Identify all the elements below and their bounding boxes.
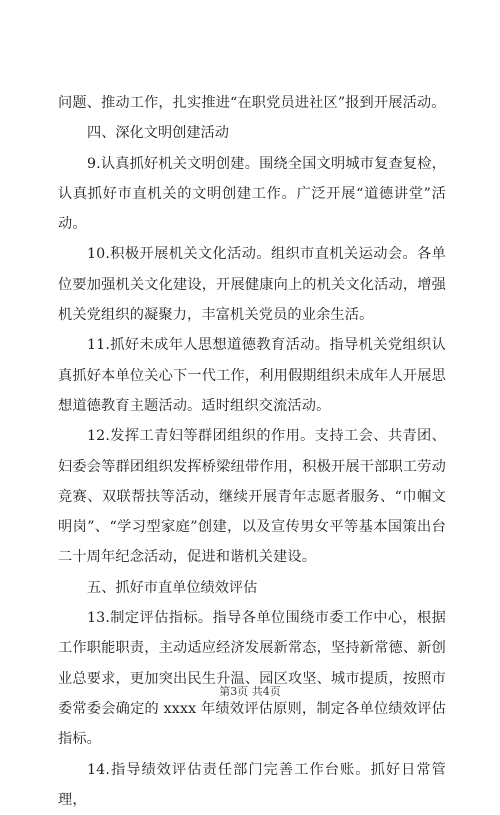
paragraph-item-13: 13.制定评估指标。指导各单位围绕市委工作中心，根据工作职能职责，主动适应经济发展新常态，坚持新常德、新创业总要求，更加突出民生升温、园区攻坚、城市提质，按照市委常委会确定的 xxxx 年绩效评估原则，制定各单位绩效评估指标。: [58, 610, 446, 748]
paragraph-continuation: 问题、推动工作，扎实推进“在职党员进社区”报到开展活动。: [58, 95, 446, 111]
paragraph-item-14: 14.指导绩效评估责任部门完善工作台账。抓好日常管理，: [58, 761, 446, 808]
paragraph-item-10: 10.积极开展机关文化活动。组织市直机关运动会。各单位要加强机关文化建设，开展健康向上的机关文化活动，增强机关党组织的凝聚力，丰富机关党员的业余生活。: [58, 246, 446, 324]
section-heading-4: 四、深化文明创建活动: [87, 125, 229, 142]
document-body: [58, 88, 446, 815]
paragraph-item-9: 9.认真抓好机关文明创建。围绕全国文明城市复查复检，认真抓好市直机关的文明创建工作。广泛开展“道德讲堂”活动。: [58, 155, 446, 233]
paragraph-item-11: 11.抓好未成年人思想道德教育活动。指导机关党组织认真抓好本单位关心下一代工作，利用假期组织未成年人开展思想道德教育主题活动。适时组织交流活动。: [58, 337, 446, 414]
paragraph-item-12: 12.发挥工青妇等群团组织的作用。支持工会、共青团、妇委会等群团组织发挥桥梁纽带作用，积极开展干部职工劳动竞赛、双联帮扶等活动，继续开展青年志愿者服务、“巾帼文明岗”、“学习型家庭”创建，以及宣传男女平等基本国策出台二十周年纪念活动，促进和谐机关建设。: [58, 428, 446, 566]
page-number-footer: 第3页 共4页: [219, 685, 281, 698]
section-heading-5: 五、抓好市直单位绩效评估: [87, 579, 258, 596]
